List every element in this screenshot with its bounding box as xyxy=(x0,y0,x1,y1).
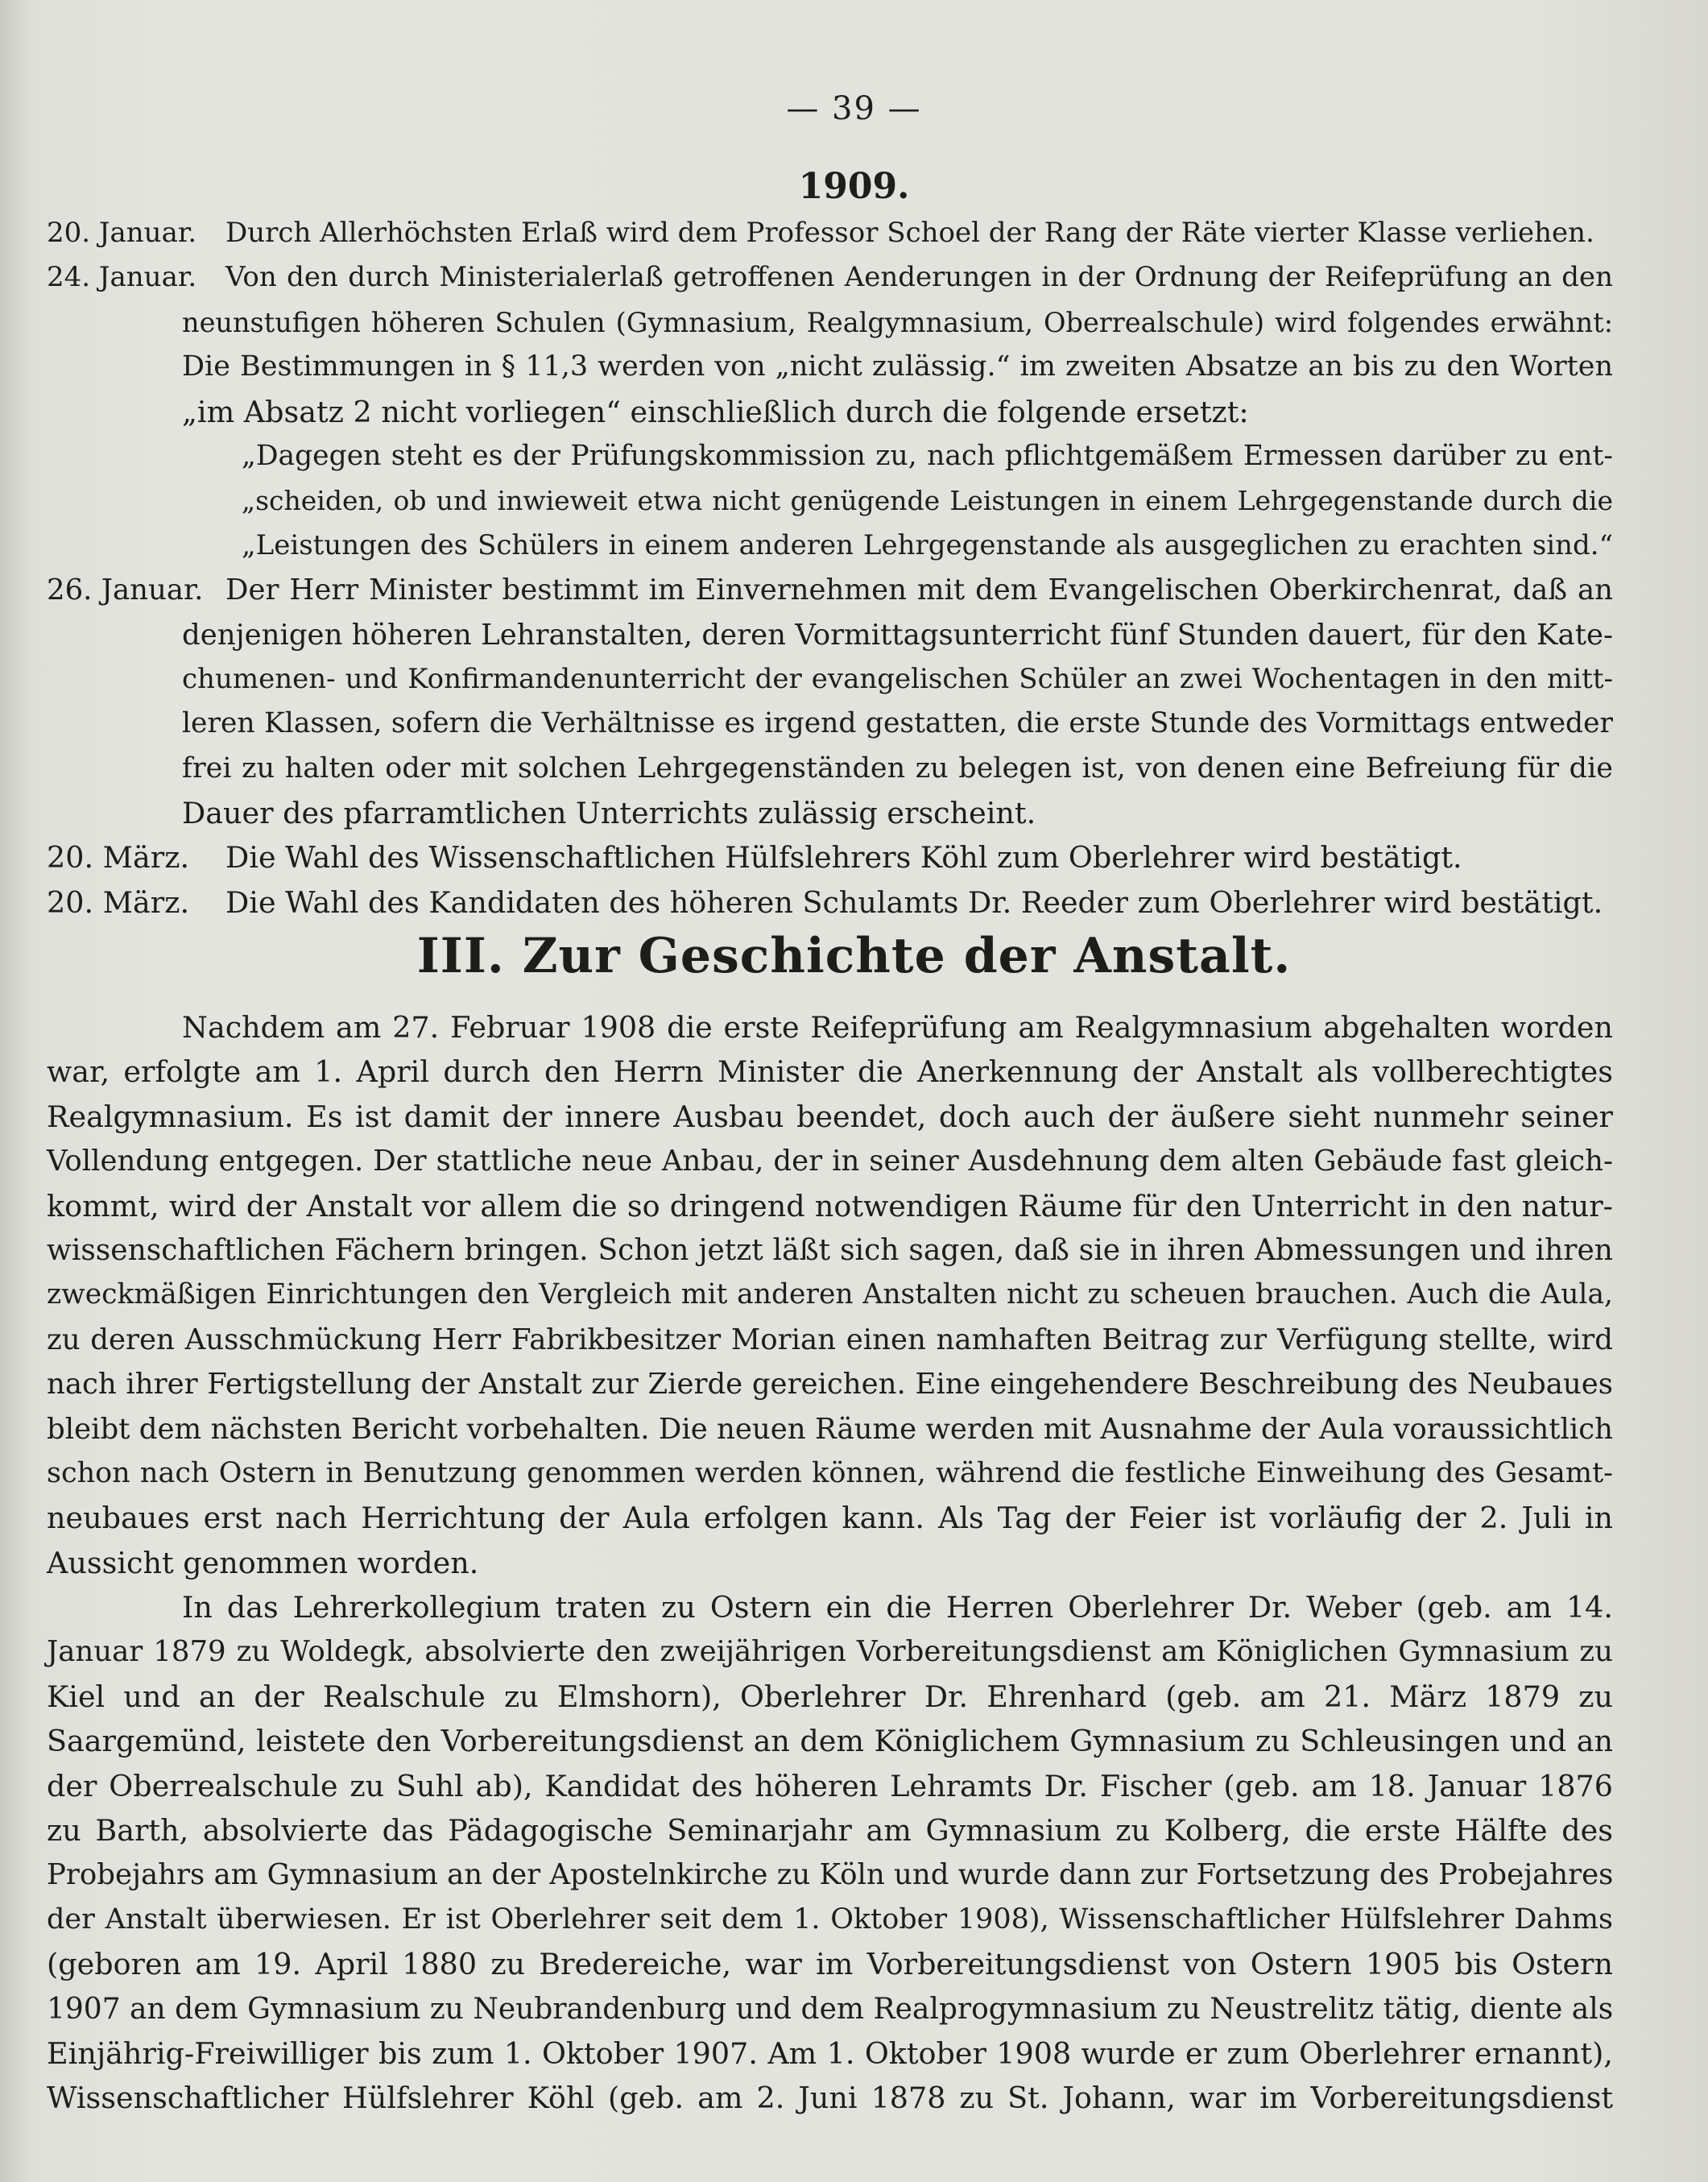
paragraph-line: war, erfolgte am 1. April durch den Herrn Minister die Anerkennung der Anstalt als vollberechtigtes xyxy=(47,1054,1613,1090)
paragraph-line: Aussicht genommen worden. xyxy=(47,1545,479,1580)
paragraph-line: In das Lehrerkollegium traten zu Ostern ein die Herren Oberlehrer Dr. Weber (geb. am 14. xyxy=(182,1590,1613,1625)
paragraph-line: Probejahrs am Gymnasium an der Apostelnkirche zu Köln und wurde dann zur Fortsetzung des Probejahres xyxy=(47,1858,1614,1892)
paragraph-line: Realgymnasium. Es ist damit der innere Ausbau beendet, doch auch der äußere sieht nunmehr seiner xyxy=(47,1099,1613,1134)
entry-text-line: Der Herr Minister bestimmt im Einvernehmen mit dem Evangelischen Oberkirchenrat, daß an xyxy=(225,573,1613,607)
entry-text-line: Die Wahl des Wissenschaftlichen Hülfslehrers Köhl zum Oberlehrer wird bestätigt. xyxy=(225,840,1462,876)
paragraph-line: neubaues erst nach Herrichtung der Aula erfolgen kann. Als Tag der Feier ist vorläufig der 2. Juli in xyxy=(47,1501,1613,1536)
section-title: III. Zur Geschichte der Anstalt. xyxy=(416,928,1292,984)
chronicle-entry xyxy=(47,255,1613,568)
page-number: — 39 — xyxy=(786,90,922,127)
paragraph-line: Vollendung entgegen. Der stattliche neue Anbau, der in seiner Ausdehnung dem alten Gebäude fast gleich- xyxy=(47,1145,1613,1178)
paragraph-line: zu deren Ausschmückung Herr Fabrikbesitzer Morian einen namhaften Beitrag zur Verfügung stellte, wird xyxy=(47,1323,1613,1356)
paragraph-line: wissenschaftlichen Fächern bringen. Schon jetzt läßt sich sagen, daß sie in ihren Abmessungen und ihren xyxy=(47,1233,1613,1267)
quote-line: „scheiden, ob und inwieweit etwa nicht genügende Leistungen in einem Lehrgegenstande durch die xyxy=(242,485,1613,517)
paragraph-line: Januar 1879 zu Woldegk, absolvierte den zweijährigen Vorbereitungsdienst am Königlichen Gymnasium zu xyxy=(47,1635,1613,1669)
paragraph-line: schon nach Ostern in Benutzung genommen werden können, während die festliche Einweihung des Gesamt- xyxy=(47,1456,1613,1489)
paragraph-line: Einjährig-Freiwilliger bis zum 1. Oktober 1907. Am 1. Oktober 1908 wurde er zum Oberlehrer ernannt), xyxy=(47,2035,1613,2071)
entry-text-line: leren Klassen, sofern die Verhältnisse es irgend gestatten, die erste Stunde des Vormittags entweder xyxy=(182,707,1613,740)
paragraph-line: nach ihrer Fertigstellung der Anstalt zur Zierde gereichen. Eine eingehendere Beschreibung des Neubaues xyxy=(47,1368,1613,1402)
entry-text-line: neunstufigen höheren Schulen (Gymnasium, Realgymnasium, Oberrealschule) wird folgendes erwähnt: xyxy=(182,306,1613,338)
entry-text-line: Dauer des pfarramtlichen Unterrichts zulässig erscheint. xyxy=(182,796,1036,831)
paragraph-line: der Anstalt überwiesen. Er ist Oberlehrer seit dem 1. Oktober 1908), Wissenschaftlicher Hülfslehrer Dahms xyxy=(47,1903,1613,1936)
entry-text-line: Von den durch Ministerialerlaß getroffenen Aenderungen in der Ordnung der Reifeprüfung an den xyxy=(225,261,1613,294)
paragraph-line: zweckmäßigen Einrichtungen den Vergleich mit anderen Anstalten nicht zu scheuen brauchen. Auch die Aula, xyxy=(47,1278,1613,1311)
quote-line: „Leistungen des Schülers in einem anderen Lehrgegenstande als ausgeglichen zu erachten sind.“ xyxy=(242,528,1613,561)
paragraph-line: (geboren am 19. April 1880 zu Bredereiche, war im Vorbereitungsdienst von Ostern 1905 bis Ostern xyxy=(47,1947,1613,1982)
entry-date: 20. Januar. xyxy=(47,217,197,249)
paragraph-line: Saargemünd, leistete den Vorbereitungsdienst an dem Königlichem Gymnasium zu Schleusingen und an xyxy=(47,1724,1613,1759)
entry-text-line: chumenen- und Konfirmandenunterricht der evangelischen Schüler an zwei Wochentagen in den mitt- xyxy=(182,662,1613,695)
paragraph-line: Wissenschaftlicher Hülfslehrer Köhl (geb. am 2. Juni 1878 zu St. Johann, war im Vorbereitungsdienst xyxy=(47,2081,1613,2116)
chronicle-entry xyxy=(47,835,1613,880)
entry-date: 24. Januar. xyxy=(47,261,197,294)
paragraph-line: Kiel und an der Realschule zu Elmshorn), Oberlehrer Dr. Ehrenhard (geb. am 21. März 1879 zu xyxy=(47,1679,1613,1714)
paragraph-line: kommt, wird der Anstalt vor allem die so dringend notwendigen Räume für den Unterricht in den natur- xyxy=(47,1188,1613,1223)
chronicle-entry xyxy=(47,211,1613,255)
chronicle-entry xyxy=(47,880,1613,925)
history-paragraph xyxy=(47,1005,1613,1585)
history-paragraph xyxy=(47,1585,1613,2121)
paragraph-line: 1907 an dem Gymnasium zu Neubrandenburg und dem Realprogymnasium zu Neustrelitz tätig, diente als xyxy=(47,1992,1614,2026)
paragraph-line: zu Barth, absolvierte das Pädagogische Seminarjahr am Gymnasium zu Kolberg, die erste Hälfte des xyxy=(47,1813,1613,1849)
year-heading: 1909. xyxy=(798,166,910,207)
chronicle-entries xyxy=(47,211,1613,925)
quote-line: „Dagegen steht es der Prüfungskommission zu, nach pflichtgemäßem Ermessen darüber zu ent- xyxy=(242,439,1613,472)
history-section xyxy=(47,1005,1613,2121)
entry-date: 20. März. xyxy=(47,840,190,876)
entry-text-line: Die Bestimmungen in § 11,3 werden von „nicht zulässig.“ im zweiten Absatze an bis zu den Worten xyxy=(182,350,1613,383)
entry-text-line: „im Absatz 2 nicht vorliegen“ einschließlich durch die folgende ersetzt: xyxy=(182,394,1249,429)
chronicle-entry xyxy=(47,568,1613,835)
entry-date: 20. März. xyxy=(47,884,190,920)
paragraph-line: bleibt dem nächsten Bericht vorbehalten. Die neuen Räume werden mit Ausnahme der Aula voraussichtlich xyxy=(47,1412,1613,1446)
entry-date: 26. Januar. xyxy=(47,573,204,607)
paragraph-line: Nachdem am 27. Februar 1908 die erste Reifeprüfung am Realgymnasium abgehalten worden xyxy=(182,1010,1613,1045)
entry-text-line: Die Wahl des Kandidaten des höheren Schulamts Dr. Reeder zum Oberlehrer wird bestätigt. xyxy=(225,884,1603,920)
entry-text-line: Durch Allerhöchsten Erlaß wird dem Professor Schoel der Rang der Räte vierter Klasse verliehen. xyxy=(225,217,1594,249)
paragraph-line: der Oberrealschule zu Suhl ab), Kandidat des höheren Lehramts Dr. Fischer (geb. am 18. Januar 1876 xyxy=(47,1768,1613,1803)
entry-text-line: frei zu halten oder mit solchen Lehrgegenständen zu belegen ist, von denen eine Befreiung für die xyxy=(182,751,1613,785)
entry-text-line: denjenigen höheren Lehranstalten, deren Vormittagsunterricht fünf Stunden dauert, für den Kate- xyxy=(182,618,1613,652)
